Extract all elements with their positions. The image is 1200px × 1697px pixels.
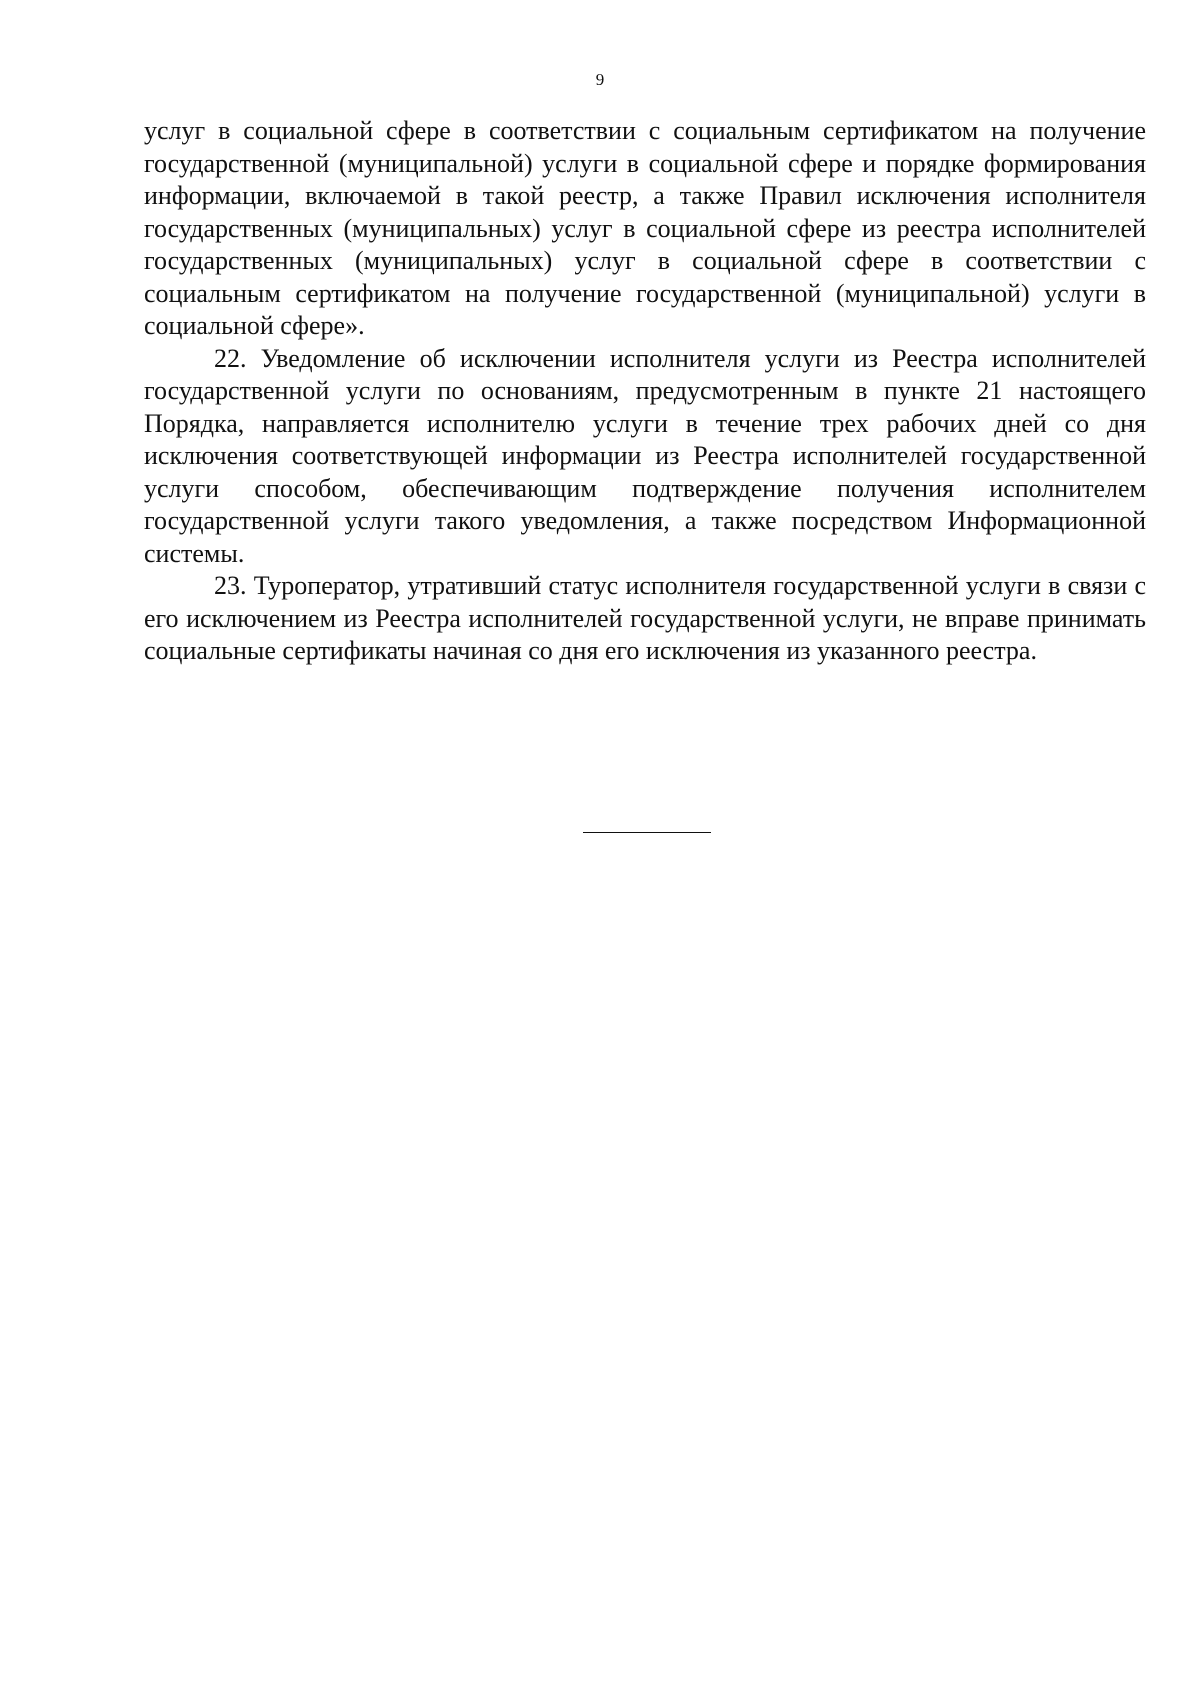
paragraph-item-23: 23. Туроператор, утративший статус исполнителя государственной услуги в связи с его исключением из Реестра исполнителей государственной услуги, не вправе принимать социальные сертификаты начиная со дня его исключения из указанного реестра. xyxy=(144,571,1146,665)
paragraph-continuation: услуг в социальной сфере в соответствии с социальным сертификатом на получение государственной (муниципальной) услуги в социальной сфере и порядке формирования информации, включаемой в такой реестр, а также Правил исключения исполнителя государственных (муниципальных) услуг в социальной сфере из реестра исполнителей государственных (муниципальных) услуг в социальной сфере в соответствии с социальным сертификатом на получение государственной (муниципальной) услуги в социальной сфере». xyxy=(144,116,1146,340)
paragraph-item-22: 22. Уведомление об исключении исполнителя услуги из Реестра исполнителей государственной услуги по основаниям, предусмотренным в пункте 21 настоящего Порядка, направляется исполнителю услуги в течение трех рабочих дней со дня исключения соответствующей информации из Реестра исполнителей государственной услуги способом, обеспечивающим подтверждение получения исполнителем государственной услуги такого уведомления, а также посредством Информационной системы. xyxy=(144,343,1146,568)
document-body xyxy=(144,115,1146,668)
closing-divider-line xyxy=(583,832,711,833)
page-number: 9 xyxy=(595,70,605,89)
